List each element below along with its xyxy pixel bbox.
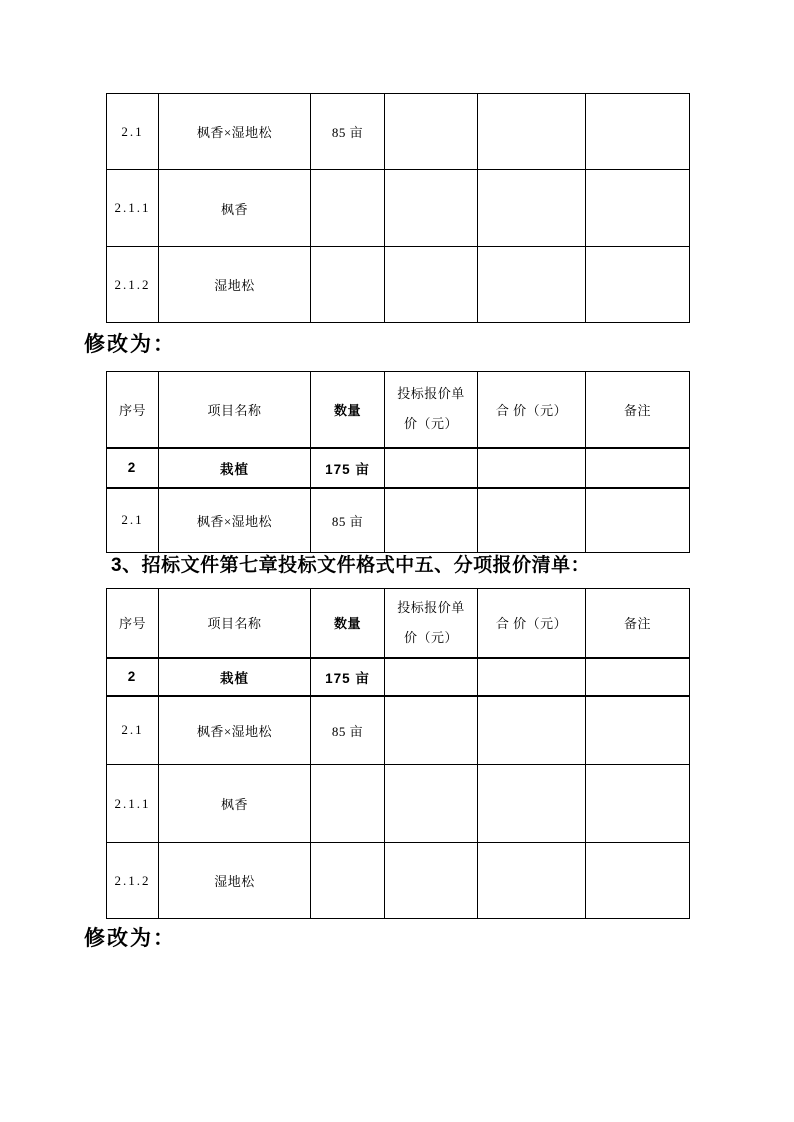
header-remark: 备注: [586, 589, 690, 658]
cell-quantity: 85 亩: [311, 696, 385, 765]
cell-seq: 2: [107, 658, 159, 696]
cell-seq: 2.1: [107, 488, 159, 553]
table-row: [107, 170, 690, 247]
price-table-section5: [106, 588, 690, 919]
header-seq: 序号: [107, 372, 159, 448]
cell-seq: 2.1: [107, 94, 159, 170]
cell-quantity-empty: [311, 765, 385, 843]
table-row: [107, 488, 690, 553]
header-total-price: 合 价（元）: [478, 372, 586, 448]
cell-total-price-empty: [478, 765, 586, 843]
cell-unit-price-empty: [385, 658, 478, 696]
table-row: [107, 247, 690, 323]
cell-total-price-empty: [478, 488, 586, 553]
section-heading-3: 3、招标文件第七章投标文件格式中五、分项报价清单：: [111, 555, 591, 576]
table-row: [107, 696, 690, 765]
cell-remark-empty: [586, 658, 690, 696]
cell-total-price-empty: [478, 658, 586, 696]
cell-unit-price-empty: [385, 843, 478, 919]
cell-unit-price-empty: [385, 448, 478, 488]
cell-seq: 2.1.2: [107, 843, 159, 919]
header-unit-price-line1: 投标报价单: [397, 386, 465, 402]
cell-remark-empty: [586, 94, 690, 170]
cell-seq: 2.1.1: [107, 170, 159, 247]
header-unit-price-line1: 投标报价单: [397, 599, 465, 615]
cell-remark-empty: [586, 765, 690, 843]
cell-quantity: 175 亩: [311, 658, 385, 696]
header-item-name: 项目名称: [159, 589, 311, 658]
cell-item-name: 栽植: [159, 448, 311, 488]
table-header-row: [107, 589, 690, 658]
price-table-original-continued: [106, 93, 690, 323]
cell-item-name: 枫香×湿地松: [159, 696, 311, 765]
header-unit-price-line2: 价（元）: [403, 416, 458, 432]
cell-item-name: 湿地松: [159, 247, 311, 323]
header-unit-price: [385, 372, 478, 448]
cell-unit-price-empty: [385, 488, 478, 553]
price-table-revised: [106, 371, 690, 553]
cell-seq: 2: [107, 448, 159, 488]
cell-item-name: 枫香×湿地松: [159, 488, 311, 553]
cell-total-price-empty: [478, 94, 586, 170]
table-row: [107, 94, 690, 170]
cell-seq: 2.1: [107, 696, 159, 765]
table-header-row: [107, 372, 690, 448]
header-unit-price-line2: 价（元）: [403, 629, 458, 645]
cell-remark-empty: [586, 843, 690, 919]
header-item-name: 项目名称: [159, 372, 311, 448]
cell-total-price-empty: [478, 843, 586, 919]
cell-quantity-empty: [311, 247, 385, 323]
cell-item-name: 枫香: [159, 765, 311, 843]
cell-quantity: 175 亩: [311, 448, 385, 488]
cell-item-name: 枫香: [159, 170, 311, 247]
cell-remark-empty: [586, 247, 690, 323]
cell-total-price-empty: [478, 247, 586, 323]
header-seq: 序号: [107, 589, 159, 658]
cell-remark-empty: [586, 696, 690, 765]
cell-seq: 2.1.2: [107, 247, 159, 323]
cell-total-price-empty: [478, 448, 586, 488]
cell-total-price-empty: [478, 170, 586, 247]
cell-unit-price-empty: [385, 247, 478, 323]
cell-remark-empty: [586, 448, 690, 488]
cell-quantity: 85 亩: [311, 94, 385, 170]
modify-label-2: 修改为：: [84, 926, 176, 950]
cell-quantity-empty: [311, 170, 385, 247]
cell-unit-price-empty: [385, 765, 478, 843]
cell-unit-price-empty: [385, 170, 478, 247]
cell-quantity-empty: [311, 843, 385, 919]
header-quantity: 数量: [311, 372, 385, 448]
cell-item-name: 栽植: [159, 658, 311, 696]
cell-seq: 2.1.1: [107, 765, 159, 843]
table-row-summary: [107, 658, 690, 696]
header-unit-price: [385, 589, 478, 658]
header-quantity: 数量: [311, 589, 385, 658]
header-remark: 备注: [586, 372, 690, 448]
cell-remark-empty: [586, 488, 690, 553]
cell-total-price-empty: [478, 696, 586, 765]
table-row-summary: [107, 448, 690, 488]
cell-item-name: 枫香×湿地松: [159, 94, 311, 170]
modify-label-1: 修改为：: [84, 332, 176, 356]
header-total-price: 合 价（元）: [478, 589, 586, 658]
cell-remark-empty: [586, 170, 690, 247]
table-row: [107, 765, 690, 843]
cell-item-name: 湿地松: [159, 843, 311, 919]
cell-unit-price-empty: [385, 696, 478, 765]
cell-quantity: 85 亩: [311, 488, 385, 553]
table-row: [107, 843, 690, 919]
cell-unit-price-empty: [385, 94, 478, 170]
